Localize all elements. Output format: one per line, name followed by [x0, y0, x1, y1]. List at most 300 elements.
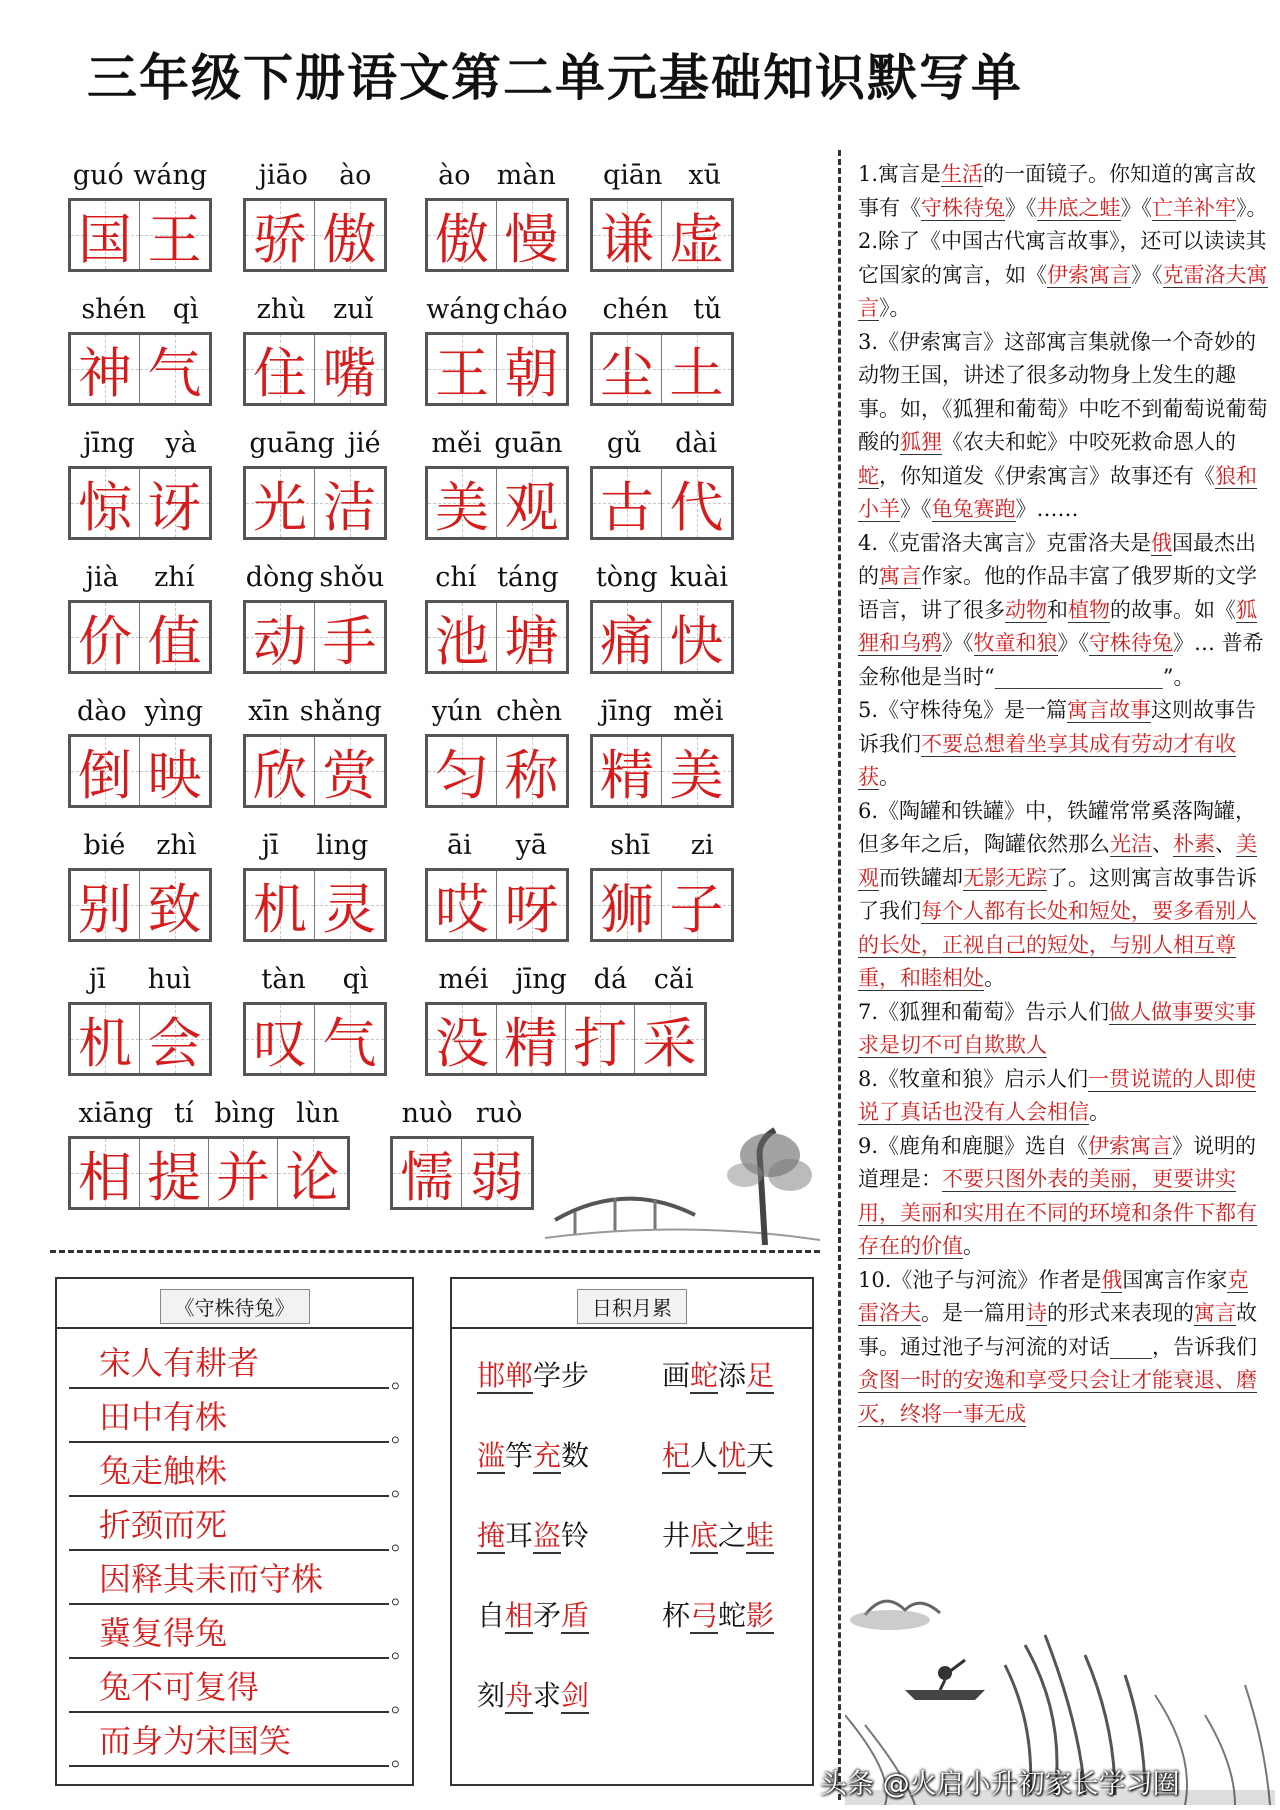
idiom-answer: 盗 — [533, 1519, 562, 1552]
char-cell — [428, 335, 497, 403]
story-line: 而身为宋国笑 。 — [69, 1719, 389, 1767]
char-cell — [662, 469, 731, 537]
pinyin-syllable: dài — [675, 428, 718, 459]
idiom-given: 天 — [746, 1439, 775, 1472]
answer-text: 不要总想着坐享其成有劳动才有收获 — [858, 731, 1236, 789]
idiom-given: 铃 — [561, 1519, 590, 1552]
vocab-row — [50, 294, 820, 428]
answer-text: 井底之蛙 — [1036, 195, 1121, 220]
answer-text: 守株待兔 — [1089, 631, 1173, 655]
char-cell — [497, 1005, 566, 1073]
char-cell — [209, 1139, 278, 1207]
idiom-given: 数 — [561, 1439, 590, 1472]
handwritten-char: 王 — [435, 341, 489, 405]
vocab-word — [590, 562, 734, 674]
vocab-pinyin — [590, 160, 734, 198]
question-item — [858, 1264, 1268, 1432]
vocab-pinyin — [68, 562, 212, 600]
vocab-word — [243, 428, 387, 540]
vocab-word — [590, 830, 734, 942]
question-text: 国寓言作家 — [1122, 1267, 1228, 1292]
vocab-pinyin — [425, 696, 569, 734]
story-box-heading: 《守株待兔》 — [160, 1289, 310, 1324]
handwritten-char: 讶 — [147, 475, 202, 539]
question-text: 。 — [879, 765, 900, 789]
question-item — [858, 1063, 1268, 1130]
pinyin-syllable: zuǐ — [333, 294, 374, 325]
handwritten-char: 古 — [600, 475, 654, 539]
answer-text: 寓言故事 — [1067, 698, 1152, 722]
handwritten-char: 机 — [253, 877, 307, 941]
pinyin-syllable: qiān — [602, 160, 663, 191]
question-text: 、 — [1215, 832, 1236, 856]
char-cell — [428, 1005, 497, 1073]
watermark: 头条 @火启小升初家长学习圈 — [820, 1769, 1180, 1800]
question-text: 和 — [1047, 597, 1068, 622]
answer-text: 植物 — [1068, 597, 1110, 622]
tianzige-boxes — [390, 1136, 534, 1210]
handwritten-char: 哎 — [435, 877, 489, 941]
pinyin-syllable: ling — [316, 830, 369, 861]
pinyin-syllable: jī — [261, 830, 279, 861]
handwritten-char: 土 — [669, 341, 724, 405]
tianzige-boxes — [243, 198, 387, 272]
question-text: 、 — [1152, 832, 1173, 856]
handwritten-char: 神 — [78, 341, 132, 405]
pinyin-syllable: xū — [688, 160, 721, 191]
question-text: 》《 — [1057, 631, 1089, 655]
handwritten-char: 塘 — [504, 609, 559, 673]
tianzige-boxes — [425, 734, 569, 808]
char-cell — [140, 335, 209, 403]
vocab-word — [425, 696, 569, 808]
question-text: 》《 — [1005, 195, 1037, 220]
char-cell — [662, 335, 731, 403]
char-cell — [497, 335, 566, 403]
vocab-pinyin — [243, 830, 387, 868]
pinyin-syllable: xīn — [248, 696, 290, 727]
pinyin-syllable: dòng — [245, 562, 314, 593]
vocab-row — [50, 830, 820, 964]
story-line: 冀复得兔 。 — [69, 1611, 389, 1659]
question-text: ，你知道发《伊索寓言》故事还有《 — [879, 463, 1215, 488]
handwritten-char: 惊 — [78, 475, 132, 539]
char-cell — [315, 335, 384, 403]
handwritten-char: 价 — [78, 609, 132, 673]
answer-text: 寓言 — [879, 564, 921, 588]
answer-text: 克雷洛夫 — [858, 1267, 1249, 1325]
vocab-word — [425, 428, 569, 540]
story-line: 兔不可复得 。 — [69, 1665, 389, 1713]
answer-text: 狐狸和乌鸦 — [858, 597, 1257, 655]
handwritten-char: 傲 — [322, 207, 377, 271]
idiom-item — [477, 1514, 589, 1554]
vocab-pinyin — [590, 428, 734, 466]
pinyin-syllable: jīng — [83, 428, 135, 459]
idiom-answer: 足 — [746, 1359, 775, 1392]
question-text: 》。 — [879, 296, 911, 320]
char-cell — [140, 1139, 209, 1207]
vocab-word — [68, 294, 212, 406]
char-cell — [593, 469, 662, 537]
answer-text: 伊索寓言 — [1088, 1133, 1173, 1158]
question-text: 5.《守株待兔》是一篇 — [858, 698, 1068, 722]
pinyin-syllable: màn — [496, 160, 556, 191]
vocab-pinyin — [243, 696, 387, 734]
char-cell — [140, 469, 209, 537]
tianzige-boxes — [243, 332, 387, 406]
idiom-given: 井 — [662, 1519, 691, 1552]
pinyin-syllable: táng — [497, 562, 559, 593]
question-text: 。 — [984, 966, 1005, 990]
char-cell — [246, 201, 315, 269]
question-item — [858, 795, 1268, 996]
vocab-word — [425, 562, 569, 674]
pinyin-syllable: chén — [602, 294, 669, 325]
vocab-word — [590, 160, 734, 272]
handwritten-char: 嘴 — [322, 341, 377, 405]
handwritten-char: 懦 — [400, 1145, 454, 1209]
pinyin-syllable: jià — [85, 562, 119, 593]
answer-text: 光洁 — [1110, 832, 1152, 856]
pinyin-syllable: gǔ — [606, 428, 642, 459]
question-text: 》说明的道理是： — [858, 1133, 1257, 1191]
char-cell — [428, 737, 497, 805]
tianzige-boxes — [243, 868, 387, 942]
idiom-item — [477, 1354, 589, 1394]
question-item — [858, 694, 1268, 795]
char-cell — [662, 871, 731, 939]
char-cell — [497, 603, 566, 671]
handwritten-char: 欣 — [253, 743, 307, 807]
vocab-pinyin — [243, 562, 387, 600]
answer-text: 诗 — [1026, 1301, 1047, 1325]
char-cell — [246, 1005, 315, 1073]
tianzige-boxes — [590, 600, 734, 674]
pinyin-syllable: tǔ — [693, 294, 722, 325]
pinyin-syllable: dá — [593, 964, 628, 995]
tianzige-boxes — [425, 466, 569, 540]
handwritten-char: 会 — [147, 1011, 202, 1075]
char-cell — [71, 469, 140, 537]
char-cell — [140, 603, 209, 671]
tianzige-boxes — [68, 1136, 350, 1210]
pinyin-syllable: nuò — [401, 1098, 453, 1129]
handwritten-char: 王 — [147, 207, 202, 271]
idiom-answer: 邯郸 — [477, 1359, 534, 1392]
tianzige-boxes — [68, 600, 212, 674]
pinyin-syllable: jīng — [515, 964, 567, 995]
vocab-word — [243, 696, 387, 808]
idiom-answer: 蛇 — [690, 1359, 719, 1392]
idiom-given: 自 — [477, 1599, 506, 1632]
handwritten-char: 致 — [147, 877, 202, 941]
char-cell — [497, 469, 566, 537]
pinyin-syllable: ào — [339, 160, 372, 191]
answer-text: 守株待兔 — [921, 195, 1005, 220]
question-text: 》… 普希金称他是当时“________________”。 — [858, 631, 1264, 689]
vocab-word — [425, 830, 569, 942]
question-text: 2.除了《中国古代寓言故事》，还可以读读其它国家的寓言，如《 — [858, 229, 1267, 287]
answer-text: 伊索寓言 — [1047, 262, 1131, 287]
idiom-answer: 剑 — [561, 1679, 590, 1712]
char-cell — [315, 201, 384, 269]
tianzige-boxes — [243, 734, 387, 808]
pinyin-syllable: shǒu — [319, 562, 385, 593]
pinyin-syllable: jī — [88, 964, 106, 995]
story-line: 田中有株 。 — [69, 1395, 389, 1443]
pinyin-syllable: tàn — [261, 964, 306, 995]
vocab-pinyin — [425, 294, 569, 332]
idiom-given: 竽 — [505, 1439, 534, 1472]
question-text: 作家。他的作品丰富了俄罗斯的文学语言，讲了很多 — [858, 564, 1257, 622]
vocab-pinyin — [425, 160, 569, 198]
handwritten-char: 论 — [285, 1145, 340, 1209]
pinyin-syllable: wáng — [426, 294, 501, 325]
idiom-answer: 杞 — [662, 1439, 691, 1472]
char-cell — [428, 871, 497, 939]
char-cell — [497, 871, 566, 939]
char-cell — [462, 1139, 531, 1207]
pinyin-syllable: yìng — [144, 696, 204, 727]
char-cell — [566, 1005, 635, 1073]
vocab-pinyin — [243, 160, 387, 198]
question-item — [858, 996, 1268, 1063]
question-text: 10.《池子与河流》作者是 — [858, 1267, 1102, 1292]
idiom-answer: 盾 — [561, 1599, 590, 1632]
handwritten-char: 光 — [253, 475, 307, 539]
handwritten-char: 并 — [216, 1145, 270, 1209]
vocab-pinyin — [425, 964, 707, 1002]
question-text: 。 — [1089, 1100, 1110, 1124]
question-text: 》《 — [900, 497, 932, 521]
vocab-word — [390, 1098, 534, 1210]
char-cell — [71, 603, 140, 671]
char-cell — [497, 201, 566, 269]
tianzige-boxes — [425, 332, 569, 406]
story-line: 因释其耒而守株 。 — [69, 1557, 389, 1605]
vocab-word — [243, 160, 387, 272]
pinyin-syllable: lùn — [296, 1098, 340, 1129]
answer-text: 寓言 — [1194, 1301, 1236, 1325]
vocab-word — [590, 294, 734, 406]
char-cell — [71, 737, 140, 805]
question-text: 》…… — [1015, 497, 1079, 521]
idiom-given: 学步 — [533, 1359, 590, 1392]
handwritten-char: 呀 — [504, 877, 559, 941]
answer-text: 不要只图外表的美丽，更要讲实用，美丽和实用在不同的环境和条件下都有存在的价值 — [858, 1167, 1257, 1258]
vocab-word — [68, 696, 212, 808]
question-text: 《农夫和蛇》中咬死救命恩人的 — [942, 430, 1236, 454]
page-title: 三年级下册语文第二单元基础知识默写单 — [87, 49, 1023, 107]
handwritten-char: 气 — [147, 341, 202, 405]
idiom-item — [477, 1674, 589, 1714]
idiom-answer: 舟 — [505, 1679, 534, 1712]
vocab-word — [425, 160, 569, 272]
vocab-pinyin — [590, 562, 734, 600]
question-text: 了。这则寓言故事告诉了我们 — [858, 865, 1257, 923]
pinyin-syllable: kuài — [669, 562, 729, 593]
pinyin-syllable: guó — [72, 160, 124, 191]
handwritten-char: 没 — [435, 1011, 489, 1075]
tianzige-boxes — [590, 868, 734, 942]
idiom-item — [477, 1434, 589, 1474]
tianzige-boxes — [590, 198, 734, 272]
idiom-given: 耳 — [505, 1519, 534, 1552]
handwritten-char: 子 — [669, 877, 724, 941]
handwritten-char: 住 — [253, 341, 307, 405]
pinyin-syllable: ruò — [475, 1098, 523, 1129]
char-cell — [497, 737, 566, 805]
pinyin-syllable: chí — [435, 562, 477, 593]
vocab-pinyin — [243, 428, 387, 466]
answer-text: 蛇 — [858, 463, 879, 488]
question-text: 4.《克雷洛夫寓言》克雷洛夫是 — [858, 530, 1152, 555]
char-cell — [315, 1005, 384, 1073]
tianzige-boxes — [425, 600, 569, 674]
pinyin-syllable: dào — [76, 696, 127, 727]
vocab-row — [50, 696, 820, 830]
answer-text: 做人做事要实事求是切不可自欺欺人 — [858, 999, 1257, 1057]
vocab-pinyin — [425, 830, 569, 868]
char-cell — [71, 335, 140, 403]
vocab-pinyin — [590, 696, 734, 734]
pinyin-syllable: cháo — [502, 294, 568, 325]
char-cell — [593, 737, 662, 805]
story-line: 折颈而死 。 — [69, 1503, 389, 1551]
handwritten-char: 称 — [504, 743, 559, 807]
char-cell — [593, 201, 662, 269]
questions-section — [858, 158, 1268, 1431]
handwritten-char: 动 — [253, 609, 307, 673]
story-box-heading-rule — [57, 1327, 412, 1329]
handwritten-char: 值 — [147, 609, 202, 673]
answer-text: 每个人都有长处和短处，要多看别人的长处，正视自己的短处，与别人相互尊重，和睦相处 — [858, 899, 1257, 990]
handwritten-char: 池 — [435, 609, 489, 673]
pinyin-syllable: huì — [147, 964, 192, 995]
vocab-word — [590, 696, 734, 808]
handwritten-char: 傲 — [435, 207, 489, 271]
tianzige-boxes — [243, 466, 387, 540]
idiom-given: 刻 — [477, 1679, 506, 1712]
idiom-answer: 掩 — [477, 1519, 506, 1552]
char-cell — [593, 335, 662, 403]
char-cell — [593, 603, 662, 671]
tianzige-boxes — [68, 466, 212, 540]
vocab-pinyin — [425, 428, 569, 466]
handwritten-char: 气 — [322, 1011, 377, 1075]
question-text: 这则故事告诉我们 — [858, 698, 1257, 756]
pinyin-syllable: bìng — [214, 1098, 276, 1129]
answer-text: 牧童和狼 — [973, 631, 1058, 655]
tianzige-boxes — [590, 332, 734, 406]
tianzige-boxes — [590, 466, 734, 540]
char-cell — [428, 469, 497, 537]
handwritten-char: 别 — [78, 877, 132, 941]
question-text: 而铁罐却 — [879, 865, 963, 890]
pinyin-syllable: jié — [347, 428, 381, 459]
char-cell — [662, 201, 731, 269]
answer-text: 狼和小羊 — [858, 463, 1257, 521]
handwritten-char: 快 — [669, 609, 724, 673]
pinyin-syllable: qì — [172, 294, 199, 325]
story-line: 兔走触株 。 — [69, 1449, 389, 1497]
vocab-word — [590, 428, 734, 540]
handwritten-char: 弱 — [469, 1145, 524, 1209]
question-text: 7.《狐狸和葡萄》告示人们 — [858, 999, 1110, 1024]
answer-text: 克雷洛夫寓言 — [858, 262, 1268, 320]
vocab-word — [425, 964, 707, 1076]
question-text: 。是一篇用 — [921, 1301, 1026, 1325]
handwritten-char: 采 — [642, 1011, 697, 1075]
idiom-item — [662, 1434, 774, 1474]
pinyin-syllable: yà — [165, 428, 197, 459]
vocab-word — [68, 160, 212, 272]
tianzige-boxes — [243, 1002, 387, 1076]
question-text: 6.《陶罐和铁罐》中，铁罐常常奚落陶罐，但多年之后，陶罐依然那么 — [858, 798, 1257, 856]
question-item — [858, 1130, 1268, 1264]
handwritten-char: 映 — [147, 743, 202, 807]
pinyin-syllable: āi — [446, 830, 472, 861]
handwritten-char: 美 — [435, 475, 489, 539]
char-cell — [315, 737, 384, 805]
vocab-pinyin — [68, 428, 212, 466]
answer-text: 动物 — [1005, 597, 1047, 622]
answer-text: 狐狸 — [900, 430, 942, 454]
idiom-item — [662, 1594, 774, 1634]
char-cell — [635, 1005, 704, 1073]
pinyin-syllable: měi — [673, 696, 724, 727]
question-item — [858, 158, 1268, 225]
char-cell — [140, 1005, 209, 1073]
question-item — [858, 326, 1268, 527]
char-cell — [593, 871, 662, 939]
idiom-answer: 弓 — [690, 1599, 719, 1632]
handwritten-char: 国 — [78, 207, 132, 271]
vocab-word — [68, 428, 212, 540]
idiom-given: 杯 — [662, 1599, 691, 1632]
char-cell — [140, 871, 209, 939]
pinyin-syllable: méi — [438, 964, 489, 995]
idiom-answer: 忧 — [718, 1439, 747, 1472]
char-cell — [315, 603, 384, 671]
char-cell — [246, 469, 315, 537]
vocab-word — [68, 830, 212, 942]
handwritten-char: 倒 — [78, 743, 132, 807]
handwritten-char: 谦 — [600, 207, 654, 271]
vertical-divider — [838, 150, 841, 1800]
char-cell — [662, 737, 731, 805]
vocab-pinyin — [243, 964, 387, 1002]
handwritten-char: 打 — [573, 1011, 627, 1075]
handwritten-char: 代 — [669, 475, 724, 539]
tianzige-boxes — [243, 600, 387, 674]
pinyin-syllable: yún — [432, 696, 483, 727]
pinyin-syllable: qì — [342, 964, 369, 995]
pinyin-syllable: yā — [515, 830, 548, 861]
pinyin-syllable: zhù — [256, 294, 306, 325]
question-text: 的一面镜子。你知道的寓言故事有《 — [858, 162, 1257, 220]
idiom-given: 添 — [718, 1359, 747, 1392]
pinyin-syllable: shǎng — [299, 696, 382, 727]
question-text: 的形式来表现的 — [1047, 1301, 1194, 1325]
idiom-box-heading: 日积月累 — [577, 1289, 687, 1324]
tianzige-boxes — [68, 734, 212, 808]
handwritten-char: 尘 — [600, 341, 654, 405]
tianzige-boxes — [425, 1002, 707, 1076]
question-item — [858, 225, 1268, 326]
answer-text: 朴素 — [1173, 832, 1215, 856]
